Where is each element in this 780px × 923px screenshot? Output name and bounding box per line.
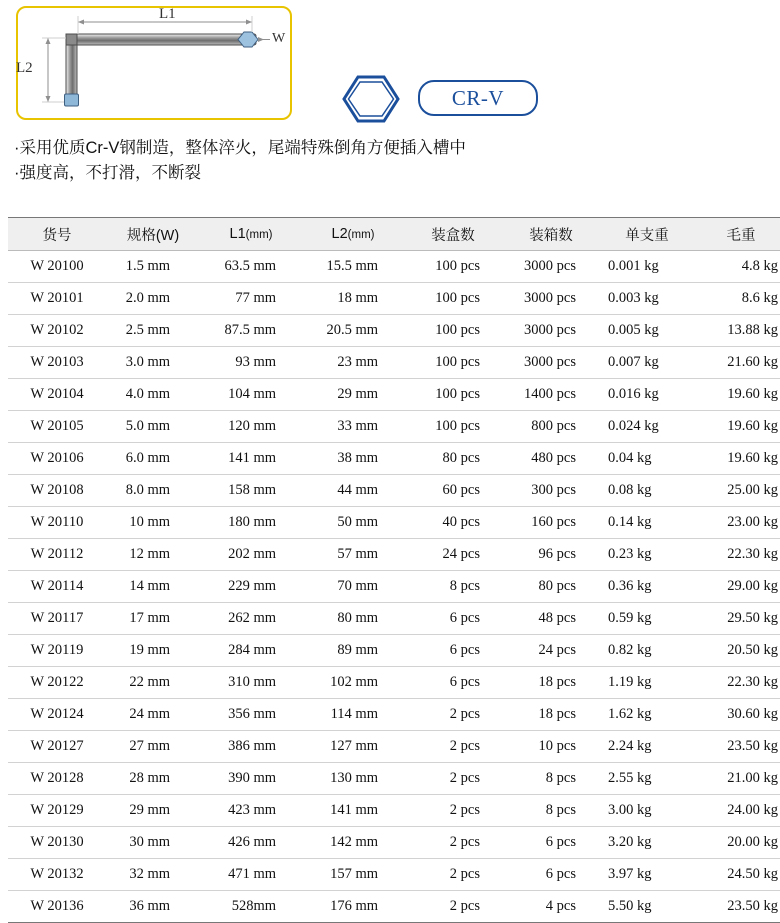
cell-code: W 20129 (8, 795, 106, 827)
cell-gross-weight: 19.60 kg (694, 379, 780, 411)
cell-gross-weight: 24.50 kg (694, 859, 780, 891)
cell-gross-weight: 8.6 kg (694, 283, 780, 315)
header-size-label: 规格(W) (126, 227, 180, 244)
cell-carton-qty: 1400 pcs (502, 379, 600, 411)
cell-box-qty: 6 pcs (404, 667, 502, 699)
cell-code: W 20130 (8, 827, 106, 859)
cell-carton-qty: 160 pcs (502, 507, 600, 539)
cell-l2: 157 mm (302, 859, 404, 891)
table-row (8, 315, 780, 347)
cell-code: W 20112 (8, 539, 106, 571)
cell-size: 1.5 mm (106, 251, 200, 283)
cell-box-qty: 2 pcs (404, 731, 502, 763)
cell-size: 4.0 mm (106, 379, 200, 411)
cell-gross-weight: 4.8 kg (694, 251, 780, 283)
header-l2-label: L2 (331, 226, 348, 242)
cell-l1: 262 mm (200, 603, 302, 635)
feature-item-2: ·强度高，不打滑，不断裂 (14, 164, 201, 182)
cell-unit-weight: 3.20 kg (600, 827, 694, 859)
cell-carton-qty: 3000 pcs (502, 347, 600, 379)
table-row (8, 731, 780, 763)
cell-gross-weight: 24.00 kg (694, 795, 780, 827)
material-badge: CR-V (418, 80, 538, 116)
cell-code: W 20110 (8, 507, 106, 539)
table-row (8, 571, 780, 603)
table-row (8, 827, 780, 859)
header-l1-unit: (mm) (245, 229, 273, 241)
cell-unit-weight: 0.59 kg (600, 603, 694, 635)
hexagon-icon (340, 74, 402, 124)
cell-unit-weight: 0.016 kg (600, 379, 694, 411)
cell-l2: 70 mm (302, 571, 404, 603)
table-row (8, 507, 780, 539)
cell-l2: 29 mm (302, 379, 404, 411)
cell-carton-qty: 8 pcs (502, 763, 600, 795)
header-carton-qty (502, 218, 600, 251)
cell-size: 12 mm (106, 539, 200, 571)
cell-size: 32 mm (106, 859, 200, 891)
cell-carton-qty: 10 pcs (502, 731, 600, 763)
cell-code: W 20136 (8, 891, 106, 923)
table-row (8, 443, 780, 475)
cell-size: 3.0 mm (106, 347, 200, 379)
cell-gross-weight: 13.88 kg (694, 315, 780, 347)
cell-carton-qty: 480 pcs (502, 443, 600, 475)
cell-box-qty: 6 pcs (404, 603, 502, 635)
cell-l1: 390 mm (200, 763, 302, 795)
cell-l2: 50 mm (302, 507, 404, 539)
spec-table-head (8, 218, 780, 251)
cell-unit-weight: 0.04 kg (600, 443, 694, 475)
cell-box-qty: 2 pcs (404, 699, 502, 731)
cell-code: W 20124 (8, 699, 106, 731)
cell-gross-weight: 20.00 kg (694, 827, 780, 859)
cell-box-qty: 2 pcs (404, 795, 502, 827)
cell-size: 22 mm (106, 667, 200, 699)
cell-l1: 356 mm (200, 699, 302, 731)
cell-box-qty: 100 pcs (404, 251, 502, 283)
spec-table (8, 217, 780, 923)
cell-gross-weight: 22.30 kg (694, 667, 780, 699)
cell-box-qty: 100 pcs (404, 347, 502, 379)
spec-table-body (8, 251, 780, 923)
cell-l1: 141 mm (200, 443, 302, 475)
header-box-qty (404, 218, 502, 251)
cell-gross-weight: 19.60 kg (694, 443, 780, 475)
table-row (8, 859, 780, 891)
cell-gross-weight: 22.30 kg (694, 539, 780, 571)
cell-code: W 20122 (8, 667, 106, 699)
cell-size: 36 mm (106, 891, 200, 923)
cell-box-qty: 2 pcs (404, 891, 502, 923)
header-code (8, 218, 106, 251)
header-carton-qty-label: 装箱数 (529, 227, 573, 244)
cell-code: W 20114 (8, 571, 106, 603)
cell-l2: 57 mm (302, 539, 404, 571)
dimension-label-l1: L1 (159, 6, 176, 22)
cell-unit-weight: 5.50 kg (600, 891, 694, 923)
cell-l2: 44 mm (302, 475, 404, 507)
cell-code: W 20101 (8, 283, 106, 315)
cell-l2: 102 mm (302, 667, 404, 699)
cell-unit-weight: 0.08 kg (600, 475, 694, 507)
cell-carton-qty: 6 pcs (502, 827, 600, 859)
cell-box-qty: 60 pcs (404, 475, 502, 507)
cell-size: 30 mm (106, 827, 200, 859)
cell-l1: 93 mm (200, 347, 302, 379)
cell-l1: 202 mm (200, 539, 302, 571)
cell-box-qty: 100 pcs (404, 315, 502, 347)
cell-size: 27 mm (106, 731, 200, 763)
cell-gross-weight: 20.50 kg (694, 635, 780, 667)
table-row (8, 283, 780, 315)
cell-box-qty: 40 pcs (404, 507, 502, 539)
cell-l2: 142 mm (302, 827, 404, 859)
table-row (8, 763, 780, 795)
cell-l2: 127 mm (302, 731, 404, 763)
table-row (8, 347, 780, 379)
feature-item-1: ·采用优质Cr-V钢制造，整体淬火，尾端特殊倒角方便插入槽中 (14, 139, 466, 157)
cell-carton-qty: 24 pcs (502, 635, 600, 667)
table-row (8, 699, 780, 731)
cell-code: W 20103 (8, 347, 106, 379)
cell-box-qty: 8 pcs (404, 571, 502, 603)
header-l1-label: L1 (229, 226, 246, 242)
cell-carton-qty: 8 pcs (502, 795, 600, 827)
cell-size: 2.5 mm (106, 315, 200, 347)
cell-box-qty: 2 pcs (404, 859, 502, 891)
hex-key-wrench-icon (18, 8, 286, 114)
cell-unit-weight: 0.003 kg (600, 283, 694, 315)
header-unit-weight-label: 单支重 (625, 227, 669, 244)
cell-l2: 114 mm (302, 699, 404, 731)
cell-box-qty: 2 pcs (404, 827, 502, 859)
dimension-label-l2: L2 (16, 60, 33, 76)
cell-unit-weight: 3.97 kg (600, 859, 694, 891)
cell-l1: 471 mm (200, 859, 302, 891)
cell-box-qty: 100 pcs (404, 411, 502, 443)
cell-l1: 120 mm (200, 411, 302, 443)
cell-carton-qty: 4 pcs (502, 891, 600, 923)
spec-table-wrapper (8, 217, 778, 923)
cell-gross-weight: 29.00 kg (694, 571, 780, 603)
cell-size: 10 mm (106, 507, 200, 539)
cell-gross-weight: 19.60 kg (694, 411, 780, 443)
cell-unit-weight: 3.00 kg (600, 795, 694, 827)
cell-carton-qty: 48 pcs (502, 603, 600, 635)
cell-l1: 229 mm (200, 571, 302, 603)
cell-carton-qty: 3000 pcs (502, 283, 600, 315)
cell-carton-qty: 96 pcs (502, 539, 600, 571)
cell-l2: 23 mm (302, 347, 404, 379)
cell-size: 17 mm (106, 603, 200, 635)
cell-box-qty: 80 pcs (404, 443, 502, 475)
header-l2-unit: (mm) (347, 229, 375, 241)
cell-carton-qty: 18 pcs (502, 699, 600, 731)
cell-gross-weight: 29.50 kg (694, 603, 780, 635)
table-row (8, 539, 780, 571)
cell-code: W 20132 (8, 859, 106, 891)
cell-l2: 89 mm (302, 635, 404, 667)
cell-gross-weight: 21.00 kg (694, 763, 780, 795)
table-header-row (8, 218, 780, 251)
cell-gross-weight: 30.60 kg (694, 699, 780, 731)
cell-carton-qty: 3000 pcs (502, 251, 600, 283)
cell-unit-weight: 1.19 kg (600, 667, 694, 699)
cell-box-qty: 2 pcs (404, 763, 502, 795)
cell-carton-qty: 3000 pcs (502, 315, 600, 347)
cell-size: 6.0 mm (106, 443, 200, 475)
cell-code: W 20128 (8, 763, 106, 795)
table-row (8, 379, 780, 411)
cell-unit-weight: 1.62 kg (600, 699, 694, 731)
cell-gross-weight: 21.60 kg (694, 347, 780, 379)
cell-carton-qty: 300 pcs (502, 475, 600, 507)
header-box-qty-label: 装盒数 (431, 227, 475, 244)
cell-code: W 20102 (8, 315, 106, 347)
cell-l1: 423 mm (200, 795, 302, 827)
cell-size: 19 mm (106, 635, 200, 667)
cell-unit-weight: 0.007 kg (600, 347, 694, 379)
cell-l1: 87.5 mm (200, 315, 302, 347)
cell-code: W 20108 (8, 475, 106, 507)
cell-l2: 20.5 mm (302, 315, 404, 347)
cell-unit-weight: 2.24 kg (600, 731, 694, 763)
table-row (8, 635, 780, 667)
cell-l1: 180 mm (200, 507, 302, 539)
cell-box-qty: 24 pcs (404, 539, 502, 571)
cell-l2: 18 mm (302, 283, 404, 315)
cell-l2: 176 mm (302, 891, 404, 923)
cell-code: W 20127 (8, 731, 106, 763)
cell-unit-weight: 0.024 kg (600, 411, 694, 443)
cell-size: 14 mm (106, 571, 200, 603)
cell-box-qty: 100 pcs (404, 283, 502, 315)
table-row (8, 603, 780, 635)
cell-l1: 63.5 mm (200, 251, 302, 283)
cell-size: 24 mm (106, 699, 200, 731)
cell-l2: 38 mm (302, 443, 404, 475)
cell-size: 8.0 mm (106, 475, 200, 507)
header-l1 (200, 218, 302, 251)
cell-l2: 80 mm (302, 603, 404, 635)
table-row (8, 475, 780, 507)
cell-unit-weight: 0.23 kg (600, 539, 694, 571)
cell-unit-weight: 2.55 kg (600, 763, 694, 795)
cell-unit-weight: 0.36 kg (600, 571, 694, 603)
cell-carton-qty: 80 pcs (502, 571, 600, 603)
table-row (8, 795, 780, 827)
cell-l2: 33 mm (302, 411, 404, 443)
cell-unit-weight: 0.14 kg (600, 507, 694, 539)
cell-code: W 20119 (8, 635, 106, 667)
cell-l2: 141 mm (302, 795, 404, 827)
cell-code: W 20104 (8, 379, 106, 411)
cell-carton-qty: 6 pcs (502, 859, 600, 891)
header-code-label: 货号 (42, 227, 72, 244)
dimension-label-w: W (272, 31, 286, 46)
cell-gross-weight: 23.50 kg (694, 891, 780, 923)
table-row (8, 251, 780, 283)
cell-size: 2.0 mm (106, 283, 200, 315)
cell-l2: 130 mm (302, 763, 404, 795)
feature-list (0, 136, 780, 186)
cell-carton-qty: 18 pcs (502, 667, 600, 699)
cell-l1: 386 mm (200, 731, 302, 763)
cell-l1: 528mm (200, 891, 302, 923)
cell-l1: 310 mm (200, 667, 302, 699)
cell-gross-weight: 25.00 kg (694, 475, 780, 507)
cell-gross-weight: 23.50 kg (694, 731, 780, 763)
cell-code: W 20100 (8, 251, 106, 283)
cell-l1: 104 mm (200, 379, 302, 411)
cell-l1: 284 mm (200, 635, 302, 667)
cell-code: W 20105 (8, 411, 106, 443)
product-illustration-area (0, 0, 780, 128)
table-row (8, 667, 780, 699)
cell-carton-qty: 800 pcs (502, 411, 600, 443)
cell-size: 5.0 mm (106, 411, 200, 443)
cell-gross-weight: 23.00 kg (694, 507, 780, 539)
wrench-dimension-diagram (16, 6, 292, 120)
cell-box-qty: 100 pcs (404, 379, 502, 411)
cell-size: 28 mm (106, 763, 200, 795)
header-unit-weight (600, 218, 694, 251)
cell-unit-weight: 0.005 kg (600, 315, 694, 347)
table-row (8, 411, 780, 443)
cell-l1: 158 mm (200, 475, 302, 507)
cell-l1: 77 mm (200, 283, 302, 315)
cell-l1: 426 mm (200, 827, 302, 859)
cell-box-qty: 6 pcs (404, 635, 502, 667)
header-l2 (302, 218, 404, 251)
cell-code: W 20117 (8, 603, 106, 635)
cell-code: W 20106 (8, 443, 106, 475)
cell-l2: 15.5 mm (302, 251, 404, 283)
cell-unit-weight: 0.82 kg (600, 635, 694, 667)
header-gross-weight (694, 218, 780, 251)
header-gross-weight-label: 毛重 (726, 227, 756, 244)
header-size (106, 218, 200, 251)
cell-size: 29 mm (106, 795, 200, 827)
table-row (8, 891, 780, 923)
cell-unit-weight: 0.001 kg (600, 251, 694, 283)
